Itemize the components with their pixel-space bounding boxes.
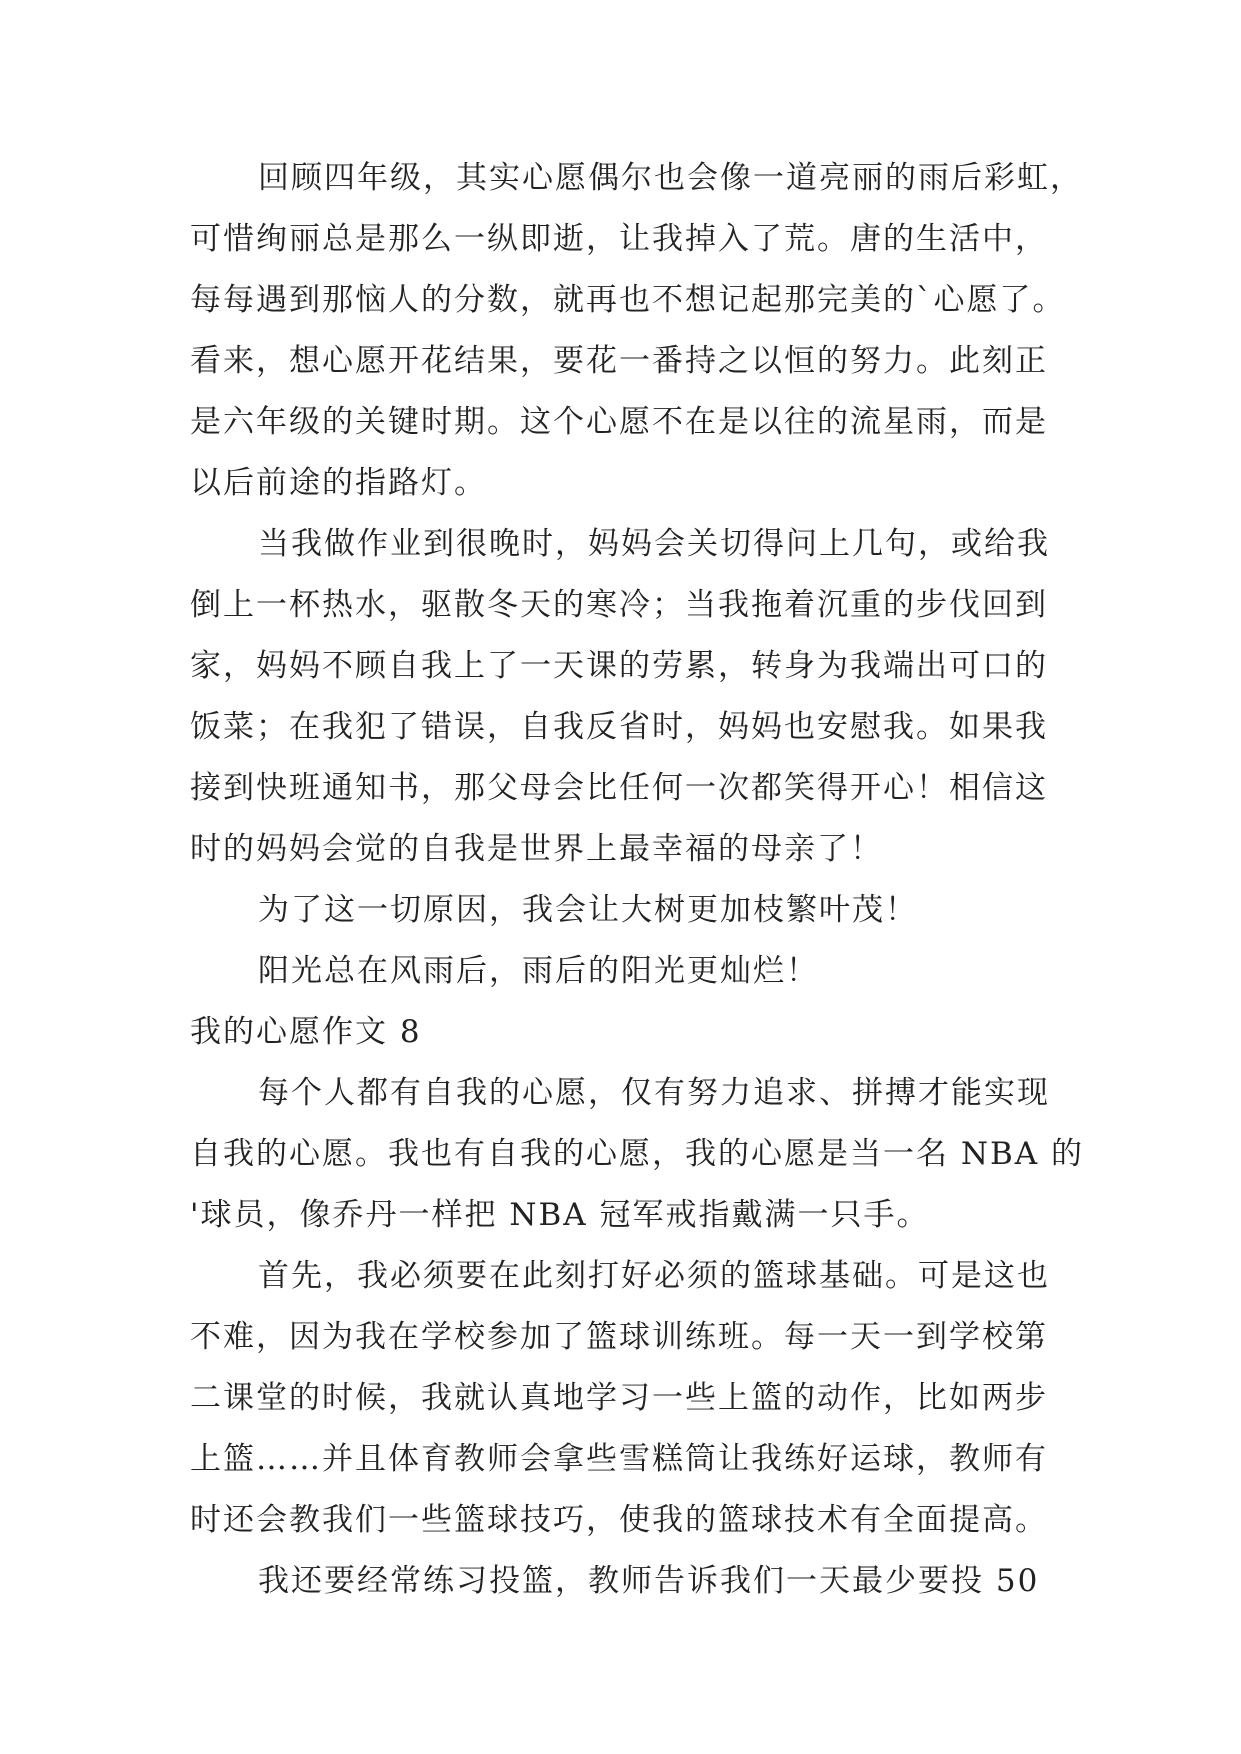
text-line: 为了这一切原因，我会让大树更加枝繁叶茂！ xyxy=(258,892,918,928)
text-line: 不难，因为我在学校参加了篮球训练班。每一天一到学校第 xyxy=(190,1319,1048,1355)
text-line: 首先，我必须要在此刻打好必须的篮球基础。可是这也 xyxy=(258,1258,1050,1294)
text-line: 看来，想心愿开花结果，要花一番持之以恒的努力。此刻正 xyxy=(190,343,1048,379)
document-page xyxy=(190,148,1090,1612)
text-line: 以后前途的指路灯。 xyxy=(190,465,487,501)
text-line: 二课堂的时候，我就认真地学习一些上篮的动作，比如两步 xyxy=(190,1380,1048,1416)
text-line: 阳光总在风雨后，雨后的阳光更灿烂！ xyxy=(258,953,819,989)
text-line: 我还要经常练习投篮，教师告诉我们一天最少要投 50 xyxy=(258,1563,1040,1599)
text-line: '球员，像乔丹一样把 NBA 冠军戒指戴满一只手。 xyxy=(190,1197,930,1233)
text-line: 时的妈妈会觉的自我是世界上最幸福的母亲了！ xyxy=(190,831,883,867)
text-line: 接到快班通知书，那父母会比任何一次都笑得开心！相信这 xyxy=(190,770,1048,806)
section-heading: 我的心愿作文 8 xyxy=(190,1014,422,1050)
text-line: 倒上一杯热水，驱散冬天的寒冷；当我拖着沉重的步伐回到 xyxy=(190,587,1048,623)
text-line: 家，妈妈不顾自我上了一天课的劳累，转身为我端出可口的 xyxy=(190,648,1048,684)
text-line: 时还会教我们一些篮球技巧，使我的篮球技术有全面提高。 xyxy=(190,1502,1048,1538)
text-line: 每每遇到那恼人的分数，就再也不想记起那完美的`心愿了。 xyxy=(190,282,1066,318)
section-paragraph-2 xyxy=(190,1246,1090,1551)
text-line: 当我做作业到很晚时，妈妈会关切得问上几句，或给我 xyxy=(258,526,1050,562)
section-paragraph-3 xyxy=(190,1551,1090,1612)
text-line: 每个人都有自我的心愿，仅有努力追求、拼搏才能实现 xyxy=(258,1075,1050,1111)
text-line: 可惜绚丽总是那么一纵即逝，让我掉入了荒。唐的生活中， xyxy=(190,221,1048,257)
text-line: 是六年级的关键时期。这个心愿不在是以往的流星雨，而是 xyxy=(190,404,1048,440)
paragraph-1 xyxy=(190,148,1090,514)
text-line: 自我的心愿。我也有自我的心愿，我的心愿是当一名 NBA 的 xyxy=(190,1136,1084,1172)
paragraph-4 xyxy=(190,941,1090,1002)
text-line: 回顾四年级，其实心愿偶尔也会像一道亮丽的雨后彩虹， xyxy=(258,160,1083,196)
text-line: 饭菜；在我犯了错误，自我反省时，妈妈也安慰我。如果我 xyxy=(190,709,1048,745)
section-paragraph-1 xyxy=(190,1063,1090,1246)
text-line: 上篮……并且体育教师会拿些雪糕筒让我练好运球，教师有 xyxy=(190,1441,1048,1477)
paragraph-3 xyxy=(190,880,1090,941)
paragraph-2 xyxy=(190,514,1090,880)
